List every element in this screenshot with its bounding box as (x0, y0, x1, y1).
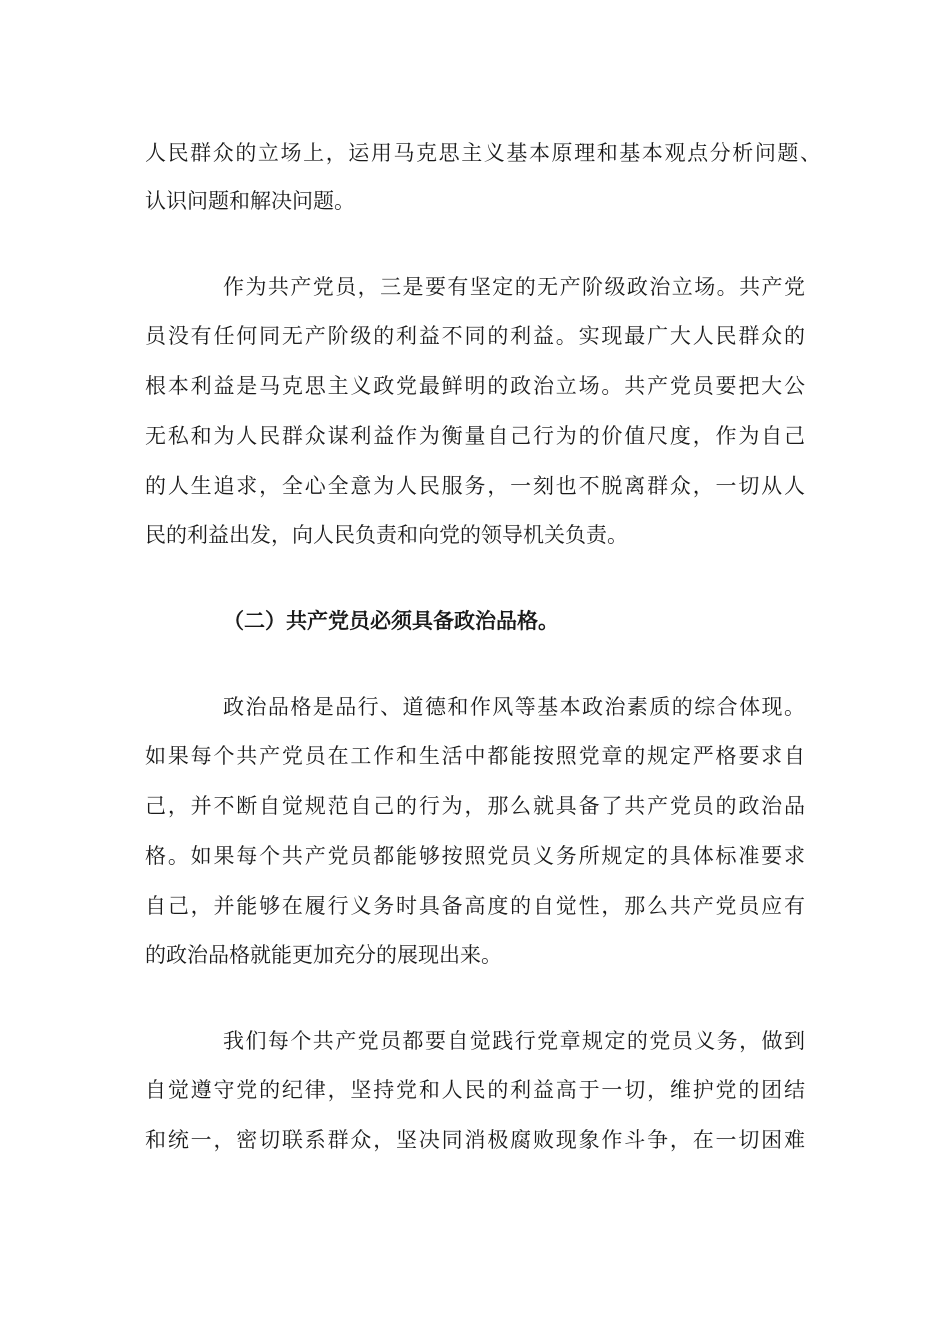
text-line: 无私和为人民群众谋利益作为衡量自己行为的价值尺度，作为自己 (145, 424, 805, 448)
text-line: 的人生追求，全心全意为人民服务，一刻也不脱离群众，一切从人 (145, 474, 805, 498)
text-line: 自觉遵守党的纪律，坚持党和人民的利益高于一切，维护党的团结 (145, 1078, 805, 1102)
text-line: 作为共产党员，三是要有坚定的无产阶级政治立场。共产党 (223, 275, 805, 299)
text-line: 我们每个共产党员都要自觉践行党章规定的党员义务，做到 (223, 1029, 805, 1053)
section-heading: （二）共产党员必须具备政治品格。 (223, 609, 559, 633)
text-line: 民的利益出发，向人民负责和向党的领导机关负责。 (145, 523, 628, 547)
text-line: 人民群众的立场上，运用马克思主义基本原理和基本观点分析问题、 (145, 141, 821, 165)
text-line: 如果每个共产党员在工作和生活中都能按照党章的规定严格要求自 (145, 744, 805, 768)
text-line: 自己，并能够在履行义务时具备高度的自觉性，那么共产党员应有 (145, 894, 805, 918)
text-line: 根本利益是马克思主义政党最鲜明的政治立场。共产党员要把大公 (145, 374, 805, 398)
text-line: 认识问题和解决问题。 (145, 189, 355, 213)
text-line: 政治品格是品行、道德和作风等基本政治素质的综合体现。 (223, 695, 805, 719)
text-line: 格。如果每个共产党员都能够按照党员义务所规定的具体标准要求 (145, 844, 805, 868)
text-line: 和统一，密切联系群众，坚决同消极腐败现象作斗争，在一切困难 (145, 1128, 805, 1152)
text-line: 员没有任何同无产阶级的利益不同的利益。实现最广大人民群众的 (145, 324, 805, 348)
text-line: 的政治品格就能更加充分的展现出来。 (145, 943, 502, 967)
text-line: 己，并不断自觉规范自己的行为，那么就具备了共产党员的政治品 (145, 794, 805, 818)
